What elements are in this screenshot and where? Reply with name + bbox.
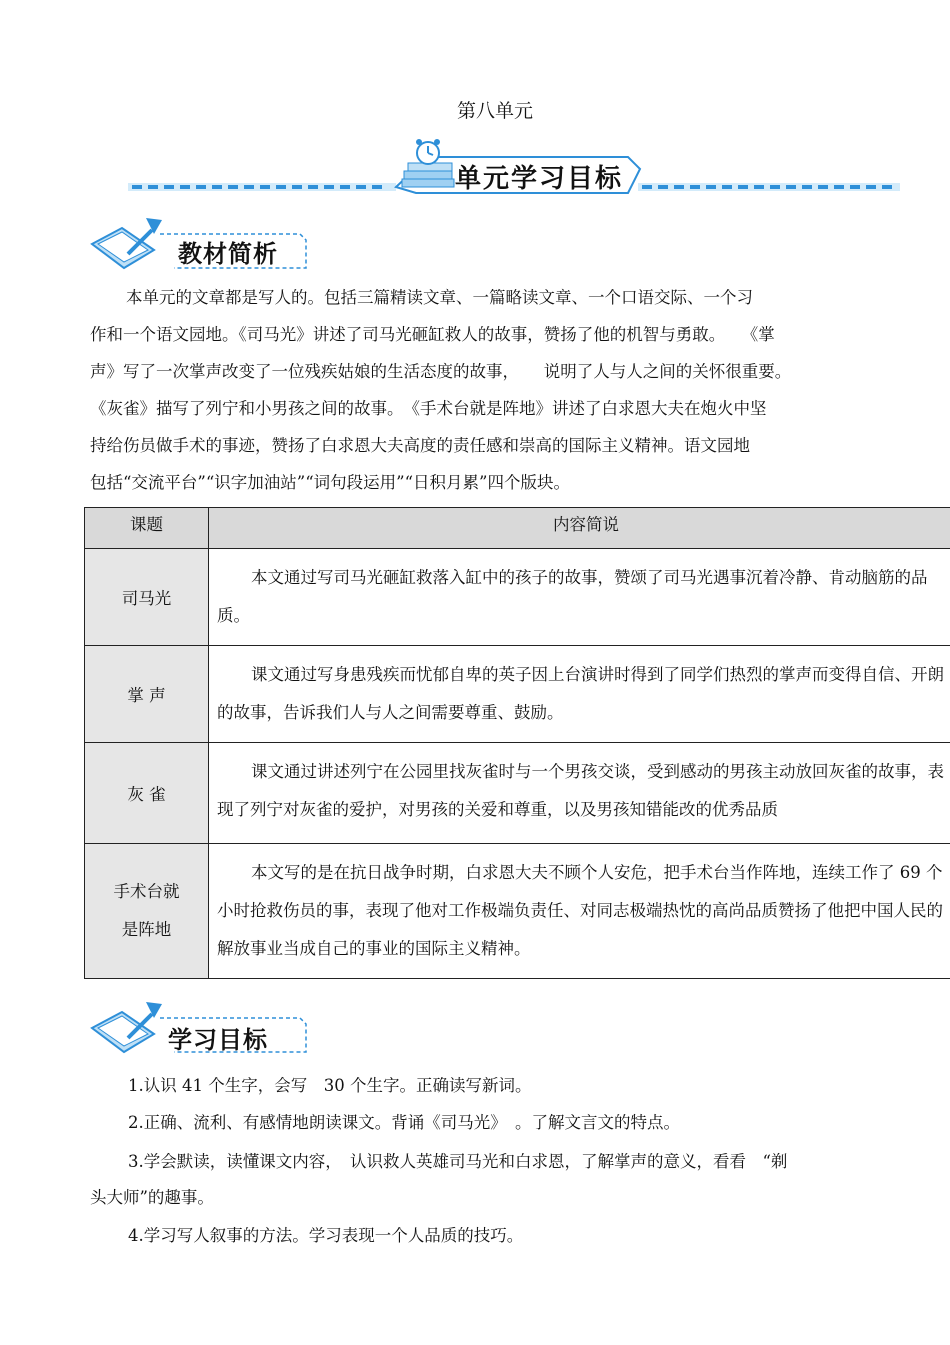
table-row: [85, 646, 950, 743]
goals-list: [90, 1072, 890, 1252]
table-row: [85, 844, 950, 979]
clock-books-icon: [402, 139, 454, 187]
lesson-summary: 课文通过讲述列宁在公园里找灰雀时与一个男孩交谈，受到感动的男孩主动放回灰雀的故事，表现了列宁对灰雀的爱护，对男孩的关爱和尊重，以及男孩知错能改的优秀品质: [209, 743, 950, 844]
goal-item: 1.认识 41 个生字，会写 30 个生字。正确读写新词。: [128, 1076, 532, 1095]
paragraph-line: 《灰雀》描写了列宁和小男孩之间的故事。 《手术台就是阵地》讲述了白求恩大夫在炮火中坚: [90, 399, 767, 418]
paragraph-line: 持给伤员做手术的事迹，赞扬了白求恩大夫高度的责任感和崇高的国际主义精神。语文园地: [90, 436, 750, 455]
table-row: [85, 743, 950, 844]
lesson-title: [85, 743, 209, 844]
banner-title: 单元学习目标: [455, 164, 624, 194]
paragraph-line: 声》写了一次掌声改变了一位残疾姑娘的生活态度的故事， 说明了人与人之间的关怀很重要。: [90, 362, 792, 381]
analysis-header: [88, 210, 308, 274]
goal-item: 头大师”的趣事。: [90, 1188, 214, 1207]
paragraph-line: 包括“交流平台”“识字加油站”“词句段运用”“日积月累”四个版块。: [90, 473, 570, 492]
goal-item: 4.学习写人叙事的方法。学习表现一个人品质的技巧。: [128, 1226, 524, 1245]
paragraph-line: 本单元的文章都是写人的。包括三篇精读文章、一篇略读文章、一个口语交际、一个习: [126, 288, 753, 307]
lesson-table: [84, 507, 950, 979]
lesson-title-text: 手术台就: [113, 882, 180, 901]
header-content: 内容简说: [209, 508, 950, 549]
lesson-summary: 本文通过写司马光砸缸救落入缸中的孩子的故事，赞颂了司马光遇事沉着冷静、肯动脑筋的品质。: [209, 549, 950, 646]
lesson-title-text: 掌 声: [127, 686, 166, 705]
table-row: [85, 549, 950, 646]
unit-title: 第八单元: [456, 100, 533, 122]
goal-item: 3.学会默读，读懂课文内容， 认识救人英雄司马光和白求恩，了解掌声的意义，看看 “剃: [128, 1152, 788, 1171]
lesson-title-text: 司马光: [121, 589, 172, 608]
lesson-title-text: 灰 雀: [127, 785, 166, 804]
lesson-summary: 课文通过写身患残疾而忧郁自卑的英子因上台演讲时得到了同学们热烈的掌声而变得自信、开朗的故事，告诉我们人与人之间需要尊重、鼓励。: [209, 646, 950, 743]
lesson-title-text: 是阵地: [121, 920, 172, 939]
paragraph-line: 作和一个语文园地。《司马光》讲述了司马光砸缸救人的故事，赞扬了他的机智与勇敢。 《掌: [90, 325, 775, 344]
analysis-paragraph: [90, 284, 870, 494]
lesson-title: [85, 844, 209, 979]
header-title: 课题: [85, 508, 209, 549]
analysis-heading: 教材简析: [178, 240, 278, 268]
table-header-row: [85, 508, 950, 549]
lesson-title: [85, 646, 209, 743]
lesson-title: [85, 549, 209, 646]
goals-header: [88, 994, 308, 1058]
goal-item: 2.正确、流利、有感情地朗读课文。背诵《司马光》 。了解文言文的特点。: [128, 1113, 680, 1132]
goals-heading: 学习目标: [168, 1026, 268, 1054]
lesson-summary: 本文写的是在抗日战争时期，白求恩大夫不顾个人安危，把手术台当作阵地，连续工作了 69 个小时抢救伤员的事，表现了他对工作极端负责任、对同志极端热忱的高尚品质赞扬了他把中国人民的解放事业当成自己的事业的国际主义精神。: [209, 844, 950, 979]
